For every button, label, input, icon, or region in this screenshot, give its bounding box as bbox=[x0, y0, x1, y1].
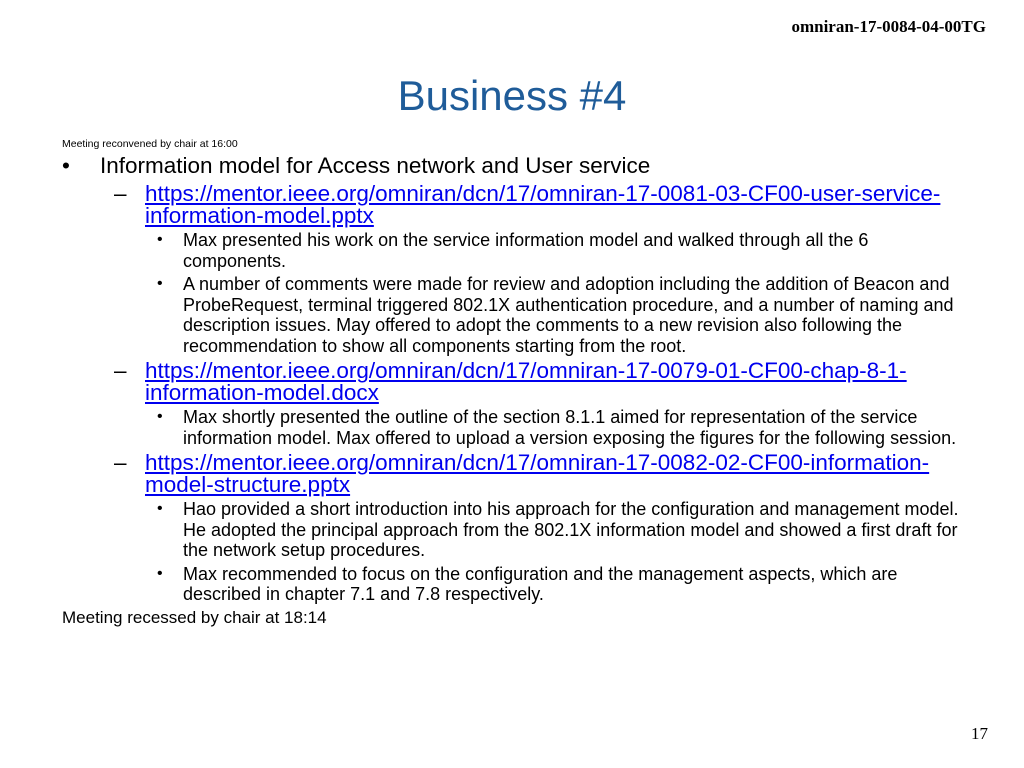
sub-bullet-text: A number of comments were made for review and adoption including the addition of Beacon and ProbeRequest, terminal triggered 802.1X authentication procedure, and a number of naming and description issues. May offered to adopt the comments to a new revision also following the recommendation to show all components starting from the root. bbox=[183, 274, 954, 356]
page-number: 17 bbox=[971, 724, 988, 743]
link-information-model-structure[interactable]: https://mentor.ieee.org/omniran/dcn/17/omniran-17-0082-02-CF00-information-model-structure.pptx bbox=[145, 450, 930, 497]
list-item bbox=[157, 274, 972, 356]
sub-bullet-text: Max shortly presented the outline of the section 8.1.1 aimed for representation of the service information model. Max offered to upload a version exposing the figures for the following session. bbox=[183, 407, 957, 448]
list-item bbox=[114, 360, 972, 404]
main-bullet bbox=[62, 153, 972, 179]
reconvened-note: Meeting reconvened by chair at 16:00 bbox=[62, 138, 238, 150]
main-bullet-text: Information model for Access network and User service bbox=[100, 153, 651, 178]
bullet-icon: • bbox=[157, 408, 163, 425]
bullet-icon: • bbox=[157, 500, 163, 517]
sub-bullet-text: Hao provided a short introduction into his approach for the configuration and management model. He adopted the principal approach from the 802.1X information model and showed a first draft for the network setup procedures. bbox=[183, 499, 959, 560]
dash-icon: – bbox=[114, 450, 127, 475]
link-user-service-information-model[interactable]: https://mentor.ieee.org/omniran/dcn/17/omniran-17-0081-03-CF00-user-service-information-model.pptx bbox=[145, 181, 941, 228]
slide-body bbox=[62, 137, 972, 629]
dash-icon: – bbox=[114, 358, 127, 383]
list-item bbox=[157, 499, 972, 561]
list-item bbox=[114, 183, 972, 227]
bullet-icon: • bbox=[157, 564, 163, 582]
list-item bbox=[157, 564, 972, 605]
recessed-note: Meeting recessed by chair at 18:14 bbox=[62, 607, 327, 627]
list-item bbox=[157, 230, 972, 271]
link-chap-8-1-information-model[interactable]: https://mentor.ieee.org/omniran/dcn/17/omniran-17-0079-01-CF00-chap-8-1-information-model.docx bbox=[145, 358, 907, 405]
sub-bullet-text: Max presented his work on the service information model and walked through all the 6 components. bbox=[183, 230, 869, 271]
list-item bbox=[114, 452, 972, 496]
slide-title: Business #4 bbox=[397, 72, 627, 119]
dash-icon: – bbox=[114, 181, 127, 206]
list-item bbox=[157, 407, 972, 448]
bullet-icon: • bbox=[157, 231, 163, 248]
sub-bullet-text: Max recommended to focus on the configuration and the management aspects, which are described in chapter 7.1 and 7.8 respectively. bbox=[183, 563, 898, 604]
bullet-icon: • bbox=[157, 275, 163, 292]
bullet-icon: • bbox=[62, 153, 70, 178]
document-id: omniran-17-0084-04-00TG bbox=[791, 17, 986, 36]
